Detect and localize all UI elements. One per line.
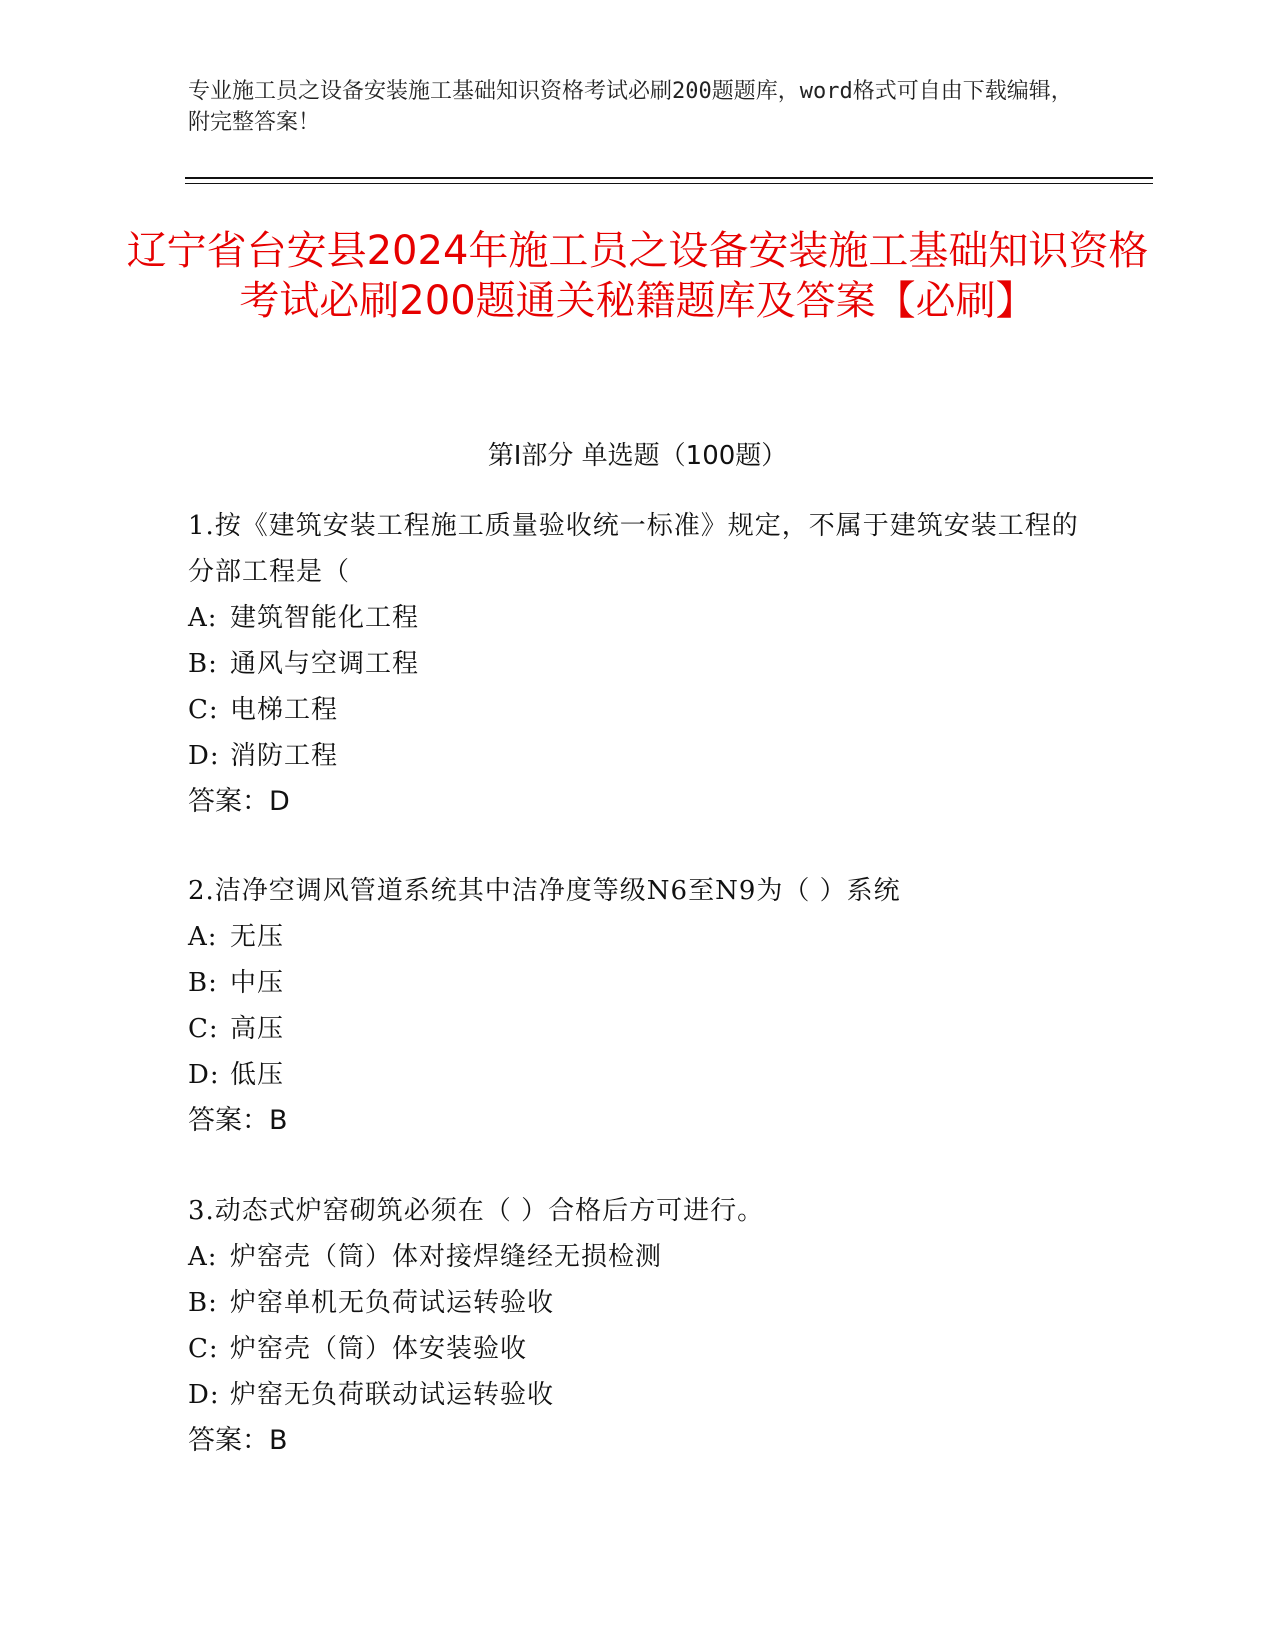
option-text: 低压 — [230, 1060, 285, 1090]
option-b — [188, 1280, 1088, 1326]
option-text: 炉窑壳（筒）体安装验收 — [230, 1334, 528, 1364]
question-1 — [188, 503, 1088, 825]
header-divider-thin — [185, 183, 1153, 184]
option-d — [188, 1052, 1088, 1098]
option-letter: A: — [188, 1242, 218, 1272]
option-letter: B: — [188, 1288, 218, 1318]
option-d — [188, 1372, 1088, 1418]
section-heading: 第Ⅰ部分 单选题（100题） — [487, 441, 788, 471]
option-b — [188, 641, 1088, 687]
option-text: 电梯工程 — [230, 695, 339, 725]
question-stem: 3.动态式炉窑砌筑必须在（ ）合格后方可进行。 — [188, 1196, 765, 1226]
document-title: 辽宁省台安县2024年施工员之设备安装施工基础知识资格考试必刷200题通关秘籍题库及答案【必刷】 — [126, 228, 1149, 324]
option-letter: C: — [188, 695, 219, 725]
question-2 — [188, 868, 1088, 1144]
option-text: 炉窑单机无负荷试运转验收 — [230, 1288, 555, 1318]
option-c — [188, 687, 1088, 733]
option-text: 建筑智能化工程 — [230, 603, 420, 633]
option-letter: A: — [188, 922, 218, 952]
option-text: 消防工程 — [230, 741, 339, 771]
option-text: 炉窑无负荷联动试运转验收 — [230, 1380, 555, 1410]
option-letter: D: — [188, 1060, 220, 1090]
header-divider-thick — [185, 177, 1153, 179]
option-text: 炉窑壳（筒）体对接焊缝经无损检测 — [230, 1242, 663, 1272]
option-c — [188, 1326, 1088, 1372]
option-letter: D: — [188, 741, 220, 771]
header-note: 专业施工员之设备安装施工基础知识资格考试必刷200题题库，word格式可自由下载编辑，附完整答案！ — [188, 79, 1073, 135]
question-stem: 1.按《建筑安装工程施工质量验收统一标准》规定，不属于建筑安装工程的分部工程是（ — [188, 511, 1079, 587]
option-letter: D: — [188, 1380, 220, 1410]
option-text: 高压 — [230, 1014, 285, 1044]
option-c — [188, 1006, 1088, 1052]
answer: 答案：D — [188, 786, 290, 817]
option-a — [188, 595, 1088, 641]
option-text: 通风与空调工程 — [230, 649, 420, 679]
option-d — [188, 733, 1088, 779]
option-letter: C: — [188, 1014, 219, 1044]
option-letter: B: — [188, 649, 218, 679]
option-letter: B: — [188, 968, 218, 998]
answer: 答案：B — [188, 1425, 288, 1456]
option-b — [188, 960, 1088, 1006]
answer: 答案：B — [188, 1105, 288, 1136]
question-stem: 2.洁净空调风管道系统其中洁净度等级N6至N9为（ ）系统 — [188, 876, 901, 906]
option-a — [188, 1234, 1088, 1280]
option-text: 中压 — [230, 968, 285, 998]
option-text: 无压 — [230, 922, 285, 952]
option-a — [188, 914, 1088, 960]
option-letter: C: — [188, 1334, 219, 1364]
question-3 — [188, 1188, 1088, 1464]
option-letter: A: — [188, 603, 218, 633]
